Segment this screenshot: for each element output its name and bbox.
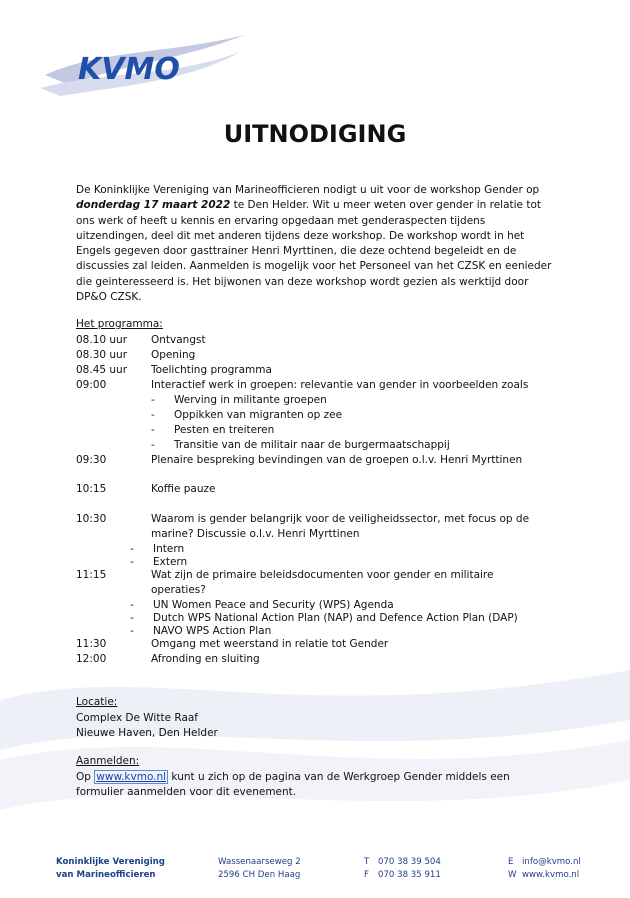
- location-line: Nieuwe Haven, Den Helder: [76, 727, 218, 739]
- signup-line: formulier aanmelden voor dit evenement.: [76, 786, 297, 798]
- website-link[interactable]: www.kvmo.nl: [96, 771, 167, 783]
- phone-label: T: [364, 857, 370, 867]
- programme-time: 08.30 uur: [76, 349, 128, 361]
- programme-desc: Plenaire bespreking bevindingen van de groepen o.l.v. Henri Myrttinen: [151, 454, 523, 466]
- fax-number: 070 38 35 911: [378, 870, 441, 880]
- programme-time: 11:30: [76, 638, 107, 650]
- programme-desc: Interactief werk in groepen: relevantie van gender in voorbeelden zoals: [151, 379, 529, 391]
- list-item-text: Werving in militante groepen: [174, 394, 327, 406]
- list-dash: -: [130, 625, 134, 637]
- programme-time: 09:30: [76, 454, 107, 466]
- footer-phone-line: [364, 856, 441, 869]
- programme-time: 12:00: [76, 653, 107, 665]
- footer-address-line: 2596 CH Den Haag: [218, 870, 301, 880]
- intro-paragraph: [76, 183, 556, 305]
- page-title: UITNODIGING: [223, 120, 407, 148]
- intro-text-part1: De Koninklijke Vereniging van Marineofficieren nodigt u uit voor de workshop Gender op: [76, 184, 540, 196]
- programme-time: 10:15: [76, 483, 107, 495]
- programme-desc: Waarom is gender belangrijk voor de veiligheidssector, met focus op de marine? Discussie o.l.v. Henri Myrttinen: [151, 513, 530, 540]
- list-dash: -: [151, 424, 155, 436]
- signup-post: kunt u zich op de pagina van de Werkgroep Gender middels een: [168, 771, 510, 783]
- programme-time: 11:15: [76, 569, 107, 581]
- programme-desc: Koffie pauze: [151, 483, 216, 495]
- list-dash: -: [151, 394, 155, 406]
- email-address[interactable]: info@kvmo.nl: [522, 857, 581, 867]
- list-dash: -: [130, 599, 134, 611]
- footer-email-line: [508, 856, 581, 869]
- list-dash: -: [130, 543, 134, 555]
- signup-pre: Op: [76, 771, 95, 783]
- signup-heading: Aanmelden:: [76, 755, 140, 767]
- list-item-text: Extern: [153, 556, 188, 568]
- programme-desc: Omgang met weerstand in relatie tot Gender: [151, 638, 389, 650]
- footer-address-line: Wassenaarseweg 2: [218, 857, 301, 867]
- programme-desc: Ontvangst: [151, 334, 206, 346]
- list-item-text: Dutch WPS National Action Plan (NAP) and Defence Action Plan (DAP): [153, 612, 518, 624]
- fax-label: F: [364, 870, 369, 880]
- list-dash: -: [130, 612, 134, 624]
- list-item-text: Oppikken van migranten op zee: [174, 409, 343, 421]
- programme-time: 08.45 uur: [76, 364, 128, 376]
- list-item-text: Transitie van de militair naar de burgermaatschappij: [174, 439, 450, 451]
- signup-line: [76, 770, 510, 785]
- list-item-text: Pesten en treiteren: [174, 424, 275, 436]
- location-line: Complex De Witte Raaf: [76, 712, 199, 724]
- list-item-text: Intern: [153, 543, 185, 555]
- programme-heading: Het programma:: [76, 318, 163, 330]
- footer-org-line: Koninklijke Vereniging: [56, 857, 165, 867]
- kvmo-logo: KVMO: [78, 52, 180, 87]
- location-heading: Locatie:: [76, 696, 118, 708]
- list-dash: -: [151, 409, 155, 421]
- footer-fax-line: [364, 869, 441, 882]
- footer-contact: [508, 856, 581, 882]
- programme-desc: Wat zijn de primaire beleidsdocumenten voor gender en militaire operaties?: [151, 569, 494, 596]
- programme-desc: Opening: [151, 349, 196, 361]
- footer-org-line: van Marineofficieren: [56, 870, 156, 880]
- event-date: donderdag 17 maart 2022: [76, 199, 231, 212]
- footer-address: [218, 856, 301, 882]
- intro-text-part2: te Den Helder. Wit u meer weten over gender in relatie tot ons werk of heeft u kennis en ervaring opgedaan met genderaspecten tijdens uitzendingen, deel dit met anderen tijdens deze workshop. De workshop wordt in het Engels gegeven door gasttrainer Henri Myrttinen, die deze ochtend begeleidt en de discussies zal leiden. Aanmelden is mogelijk voor het Personeel van het CZSK en eenieder die geinteresseerd is. Het bijwonen van deze workshop wordt gezien als werktijd door DP&O CZSK.: [76, 199, 552, 304]
- programme-time: 08.10 uur: [76, 334, 128, 346]
- programme-time: 10:30: [76, 513, 107, 525]
- programme-desc: Afronding en sluiting: [151, 653, 260, 665]
- list-dash: -: [151, 439, 155, 451]
- footer-phone: [364, 856, 441, 882]
- programme-desc: Toelichting programma: [151, 364, 272, 376]
- footer-web-line: [508, 869, 581, 882]
- phone-number: 070 38 39 504: [378, 857, 441, 867]
- programme-time: 09:00: [76, 379, 107, 391]
- web-label: W: [508, 870, 517, 880]
- email-label: E: [508, 857, 514, 867]
- list-item-text: NAVO WPS Action Plan: [153, 625, 272, 637]
- footer-organisation: [56, 856, 165, 882]
- background-wave-graphic: [0, 640, 630, 860]
- web-address[interactable]: www.kvmo.nl: [522, 870, 580, 880]
- list-item-text: UN Women Peace and Security (WPS) Agenda: [153, 599, 394, 611]
- list-dash: -: [130, 556, 134, 568]
